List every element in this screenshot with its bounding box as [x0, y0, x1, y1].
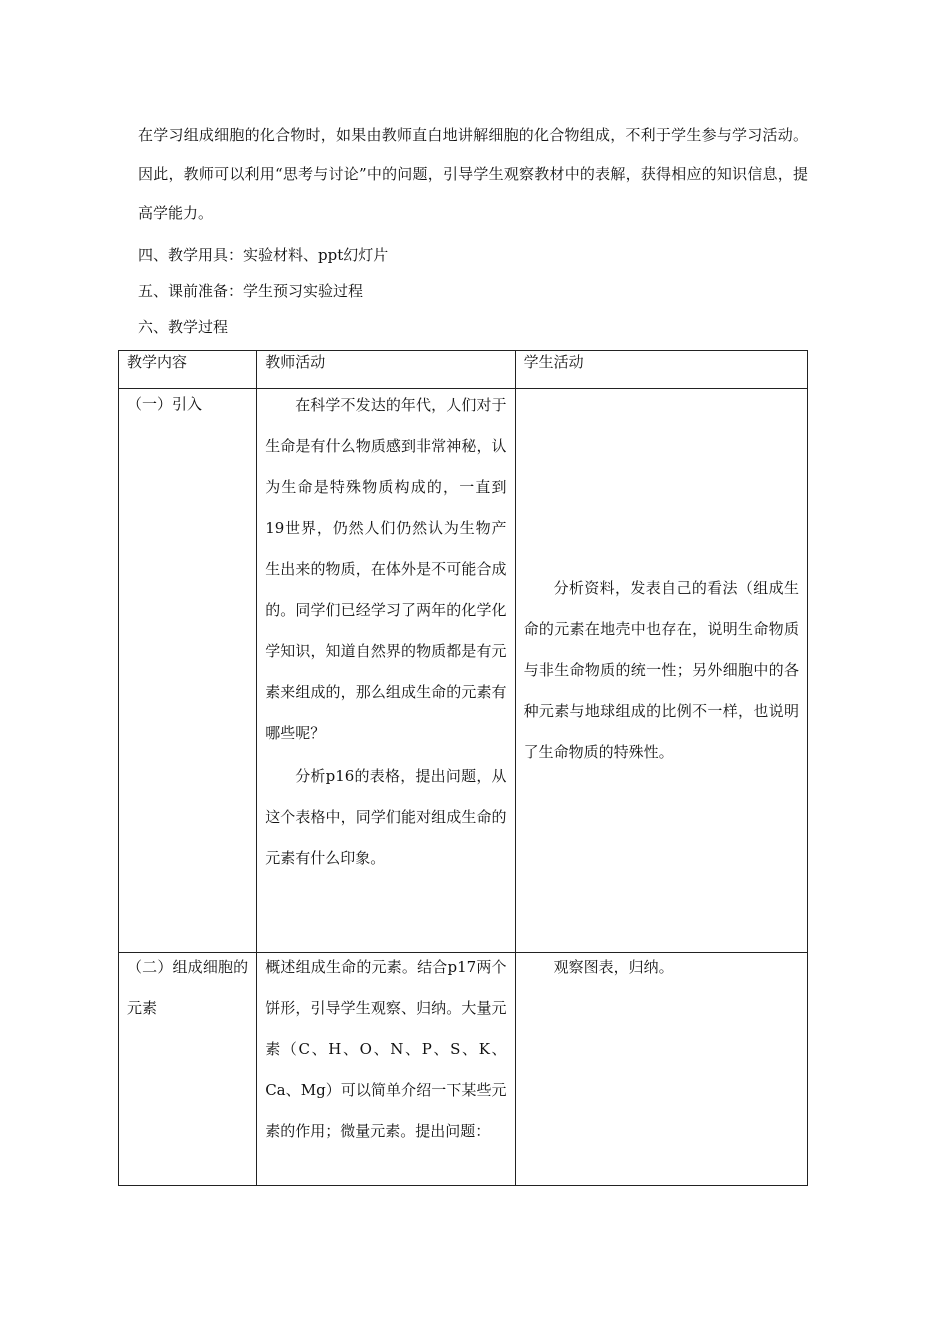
section-prep: 五、课前准备：学生预习实验过程 [138, 282, 364, 300]
table-header-row [119, 351, 808, 389]
table-row [119, 953, 808, 1186]
intro-paragraph: 在学习组成细胞的化合物时，如果由教师直白地讲解细胞的化合物组成，不利于学生参与学习活动。因此，教师可以利用“思考与讨论”中的问题，引导学生观察教材中的表解，获得相应的知识信息，提高学能力。 [138, 126, 808, 222]
row1-teacher-p2: 分析p16的表格，提出问题，从这个表格中，同学们能对组成生命的元素有什么印象。 [265, 767, 507, 867]
row2-student: 观察图表，归纳。 [553, 958, 674, 976]
row2-content: （二）组成细胞的元素 [127, 958, 249, 1017]
row1-student: 分析资料，发表自己的看法（组成生命的元素在地壳中也存在，说明生命物质与非生命物质的统一性；另外细胞中的各种元素与地球组成的比例不一样，也说明了生命物质的特殊性。 [523, 579, 799, 761]
table-row [119, 389, 808, 953]
header-student: 学生活动 [515, 351, 807, 389]
cell-content [119, 953, 257, 1186]
cell-student [515, 389, 807, 953]
cell-teacher [257, 953, 515, 1186]
row1-teacher-p1: 在科学不发达的年代，人们对于生命是有什么物质感到非常神秘，认为生命是特殊物质构成的，一直到19世界，仍然人们仍然认为生物产生出来的物质，在体外是不可能合成的。同学们已经学习了两年的化学化学知识，知道自然界的物质都是有元素来组成的，那么组成生命的元素有哪些呢？ [265, 396, 507, 742]
section-tools: 四、教学用具：实验材料、ppt幻灯片 [138, 246, 389, 264]
lesson-process-table [118, 350, 808, 1186]
header-teacher: 教师活动 [257, 351, 515, 389]
cell-teacher [257, 389, 515, 953]
header-content: 教学内容 [119, 351, 257, 389]
row2-teacher-p1: 概述组成生命的元素。结合p17两个饼形，引导学生观察、归纳。大量元素（C、H、O、N、P、S、K、Ca、Mg）可以简单介绍一下某些元素的作用；微量元素。提出问题： [265, 958, 507, 1140]
section-process: 六、教学过程 [138, 318, 229, 336]
row1-content: （一）引入 [127, 395, 203, 413]
cell-student [515, 953, 807, 1186]
cell-content [119, 389, 257, 953]
